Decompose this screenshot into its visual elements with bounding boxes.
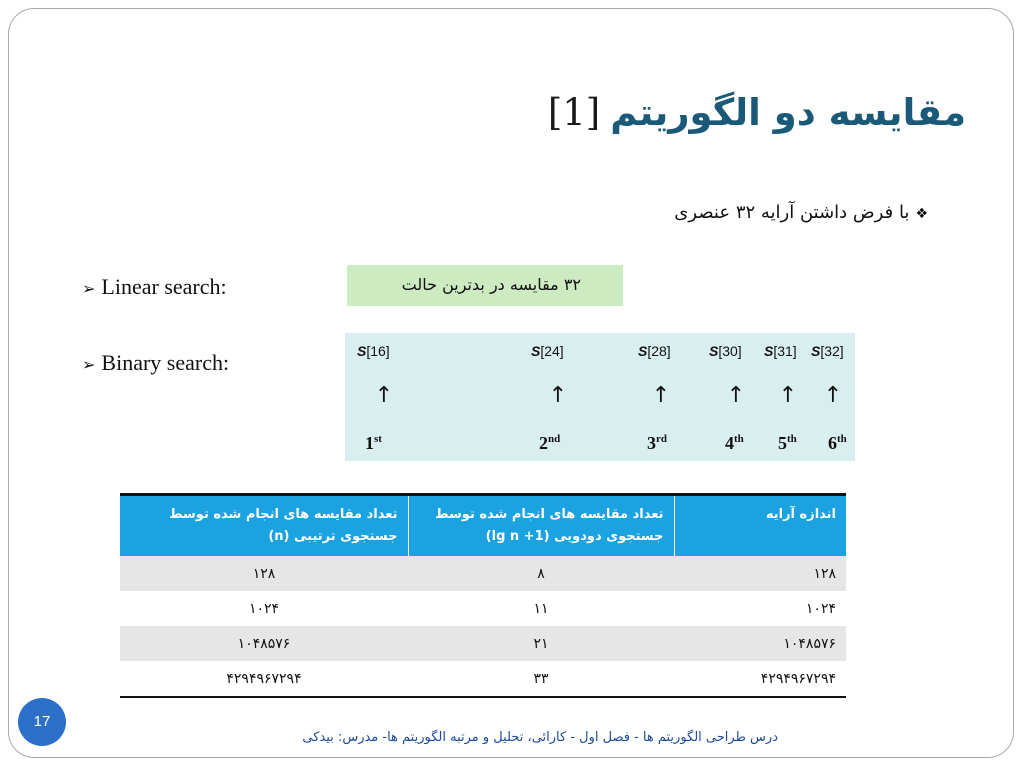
binary-step-ordinal: 2nd (539, 433, 561, 453)
assumption-text: با فرض داشتن آرایه ۳۲ عنصری (674, 202, 910, 223)
header-binary-comparisons: تعداد مقایسه های انجام شده توسط جستجوی دودویی (lg n +1) (408, 495, 674, 557)
up-arrow-icon: ↑ (651, 383, 671, 408)
cell-sequential: ۱۲۸ (252, 565, 276, 582)
binary-step-ordinal: 3rd (647, 433, 667, 453)
cell-sequential: ۱۰۴۸۵۷۶ (237, 635, 291, 652)
up-arrow-icon: ↑ (374, 383, 394, 408)
cell-sequential: ۴۲۹۴۹۶۷۲۹۴ (120, 661, 408, 697)
up-arrow-icon: ↑ (778, 383, 798, 408)
cell-binary: ۳۳ (408, 661, 674, 697)
assumption-bullet (674, 202, 928, 223)
arrow-bullet-icon: ➢ (82, 355, 96, 374)
binary-step-index: S[28] (638, 343, 671, 359)
binary-search-panel (345, 333, 855, 461)
binary-step-ordinal: 1st (365, 433, 382, 453)
slide-title-text: مقایسه دو الگوریتم (610, 91, 966, 134)
binary-step-index: S[16] (357, 343, 390, 359)
arrow-bullet-icon: ➢ (82, 279, 96, 298)
binary-step-index: S[30] (709, 343, 742, 359)
table-header-row (120, 495, 846, 557)
cell-sequential: ۱۰۲۴ (248, 600, 280, 617)
binary-step-ordinal: 6th (828, 433, 847, 453)
linear-search-result-box (347, 265, 623, 306)
binary-search-bullet (82, 350, 229, 376)
up-arrow-icon: ↑ (823, 383, 843, 408)
cell-array-size: ۱۲۸ (813, 565, 836, 582)
slide-title-ref: [1] (547, 91, 601, 134)
cell-array-size: ۱۰۴۸۵۷۶ (783, 635, 836, 652)
slide-title (548, 78, 966, 148)
binary-step-index: S[31] (764, 343, 797, 359)
header-array-size: اندازه آرایه (674, 495, 846, 557)
cell-binary: ۲۱ (533, 635, 549, 652)
table-row (120, 626, 846, 661)
linear-search-label: Linear search: (101, 274, 227, 299)
linear-search-bullet (82, 274, 227, 300)
linear-search-result: ۳۲ مقایسه در بدترین حالت (401, 275, 581, 294)
cell-binary: ۸ (537, 565, 545, 582)
table-row (120, 556, 846, 591)
diamond-bullet-icon: ❖ (915, 206, 928, 222)
binary-step-index: S[32] (811, 343, 844, 359)
up-arrow-icon: ↑ (726, 383, 746, 408)
binary-step-index: S[24] (531, 343, 564, 359)
table-row (120, 591, 846, 626)
page-number-badge: 17 (18, 698, 66, 746)
footer-text: درس طراحی الگوریتم ها - فصل اول - کارائی، تحلیل و مرتبه الگوریتم ها- مدرس: بیدکی (302, 730, 778, 745)
binary-search-label: Binary search: (101, 350, 230, 375)
table-row (120, 661, 846, 697)
binary-step-ordinal: 4th (725, 433, 744, 453)
comparison-table (120, 493, 846, 698)
cell-binary: ۱۱ (533, 600, 549, 617)
up-arrow-icon: ↑ (548, 383, 568, 408)
cell-array-size: ۴۲۹۴۹۶۷۲۹۴ (674, 661, 846, 697)
header-sequential-comparisons: تعداد مقایسه های انجام شده توسط جستجوی ترتیبی (n) (120, 495, 408, 557)
cell-array-size: ۱۰۲۴ (805, 600, 836, 617)
binary-step-ordinal: 5th (778, 433, 797, 453)
